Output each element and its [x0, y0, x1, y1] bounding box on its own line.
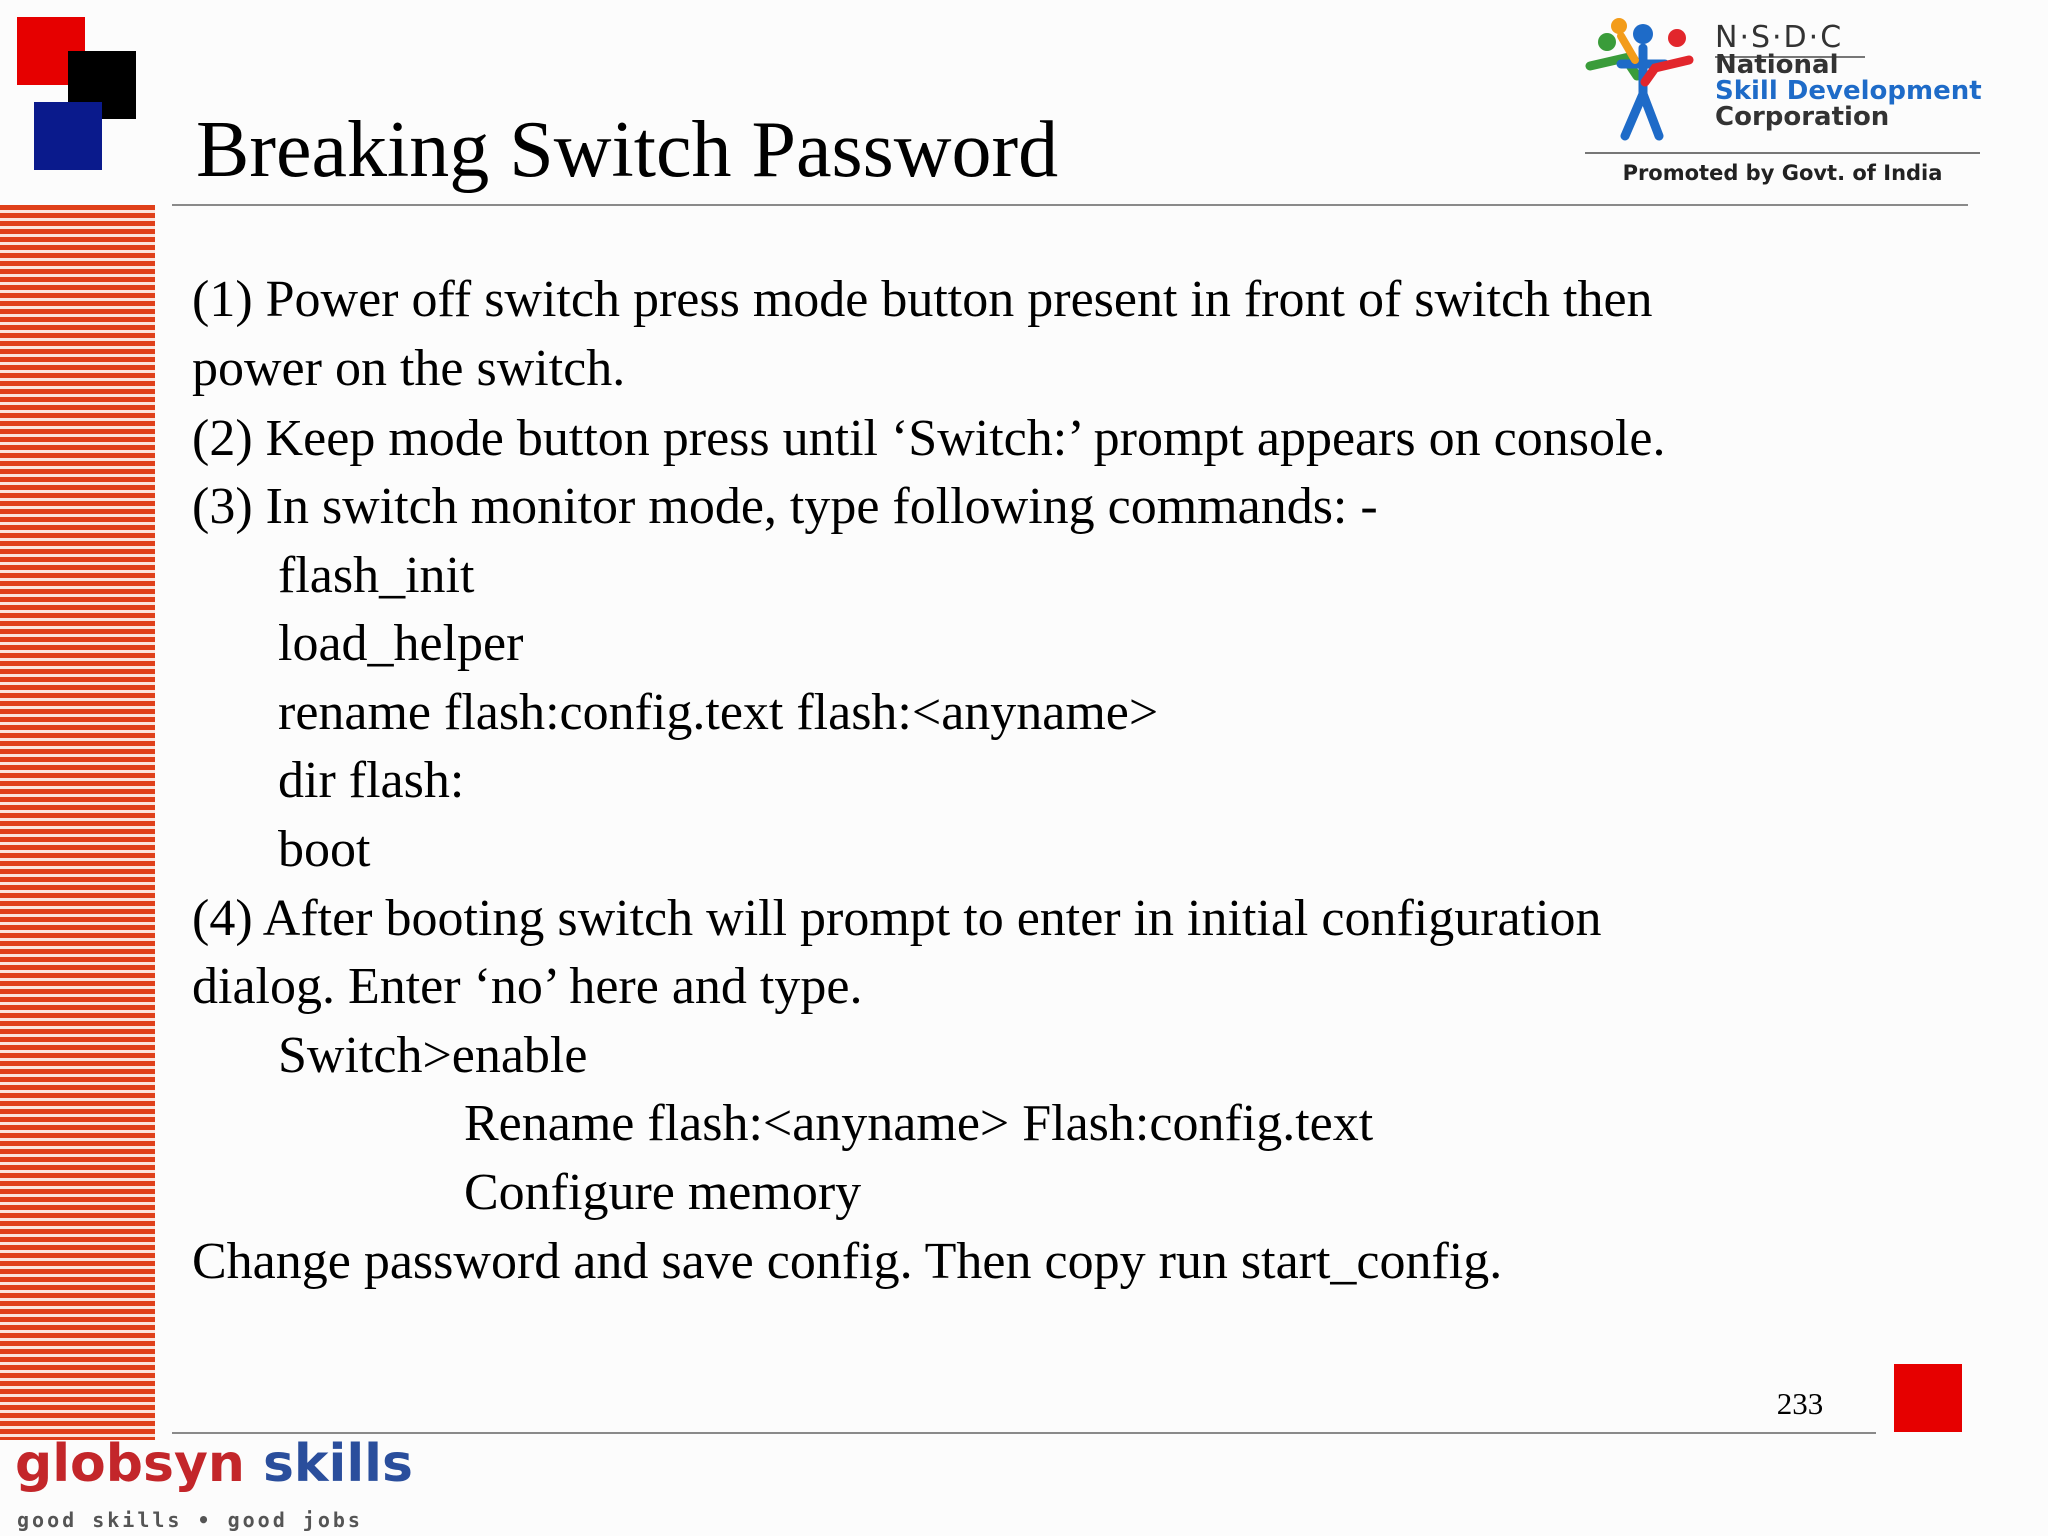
body-line: (3) In switch monitor mode, type following commands: -: [192, 478, 1378, 535]
command-line: load_helper: [278, 615, 524, 672]
command-line: Rename flash:<anyname> Flash:config.text: [464, 1095, 1374, 1152]
command-line: boot: [278, 821, 371, 878]
decor-corner-square: [1894, 1364, 1962, 1432]
nsdc-emblem-icon: [1585, 16, 1710, 146]
nsdc-logo: [1585, 10, 1980, 195]
body-line: (4) After booting switch will prompt to enter in initial configuration: [192, 890, 1602, 947]
body-line: dialog. Enter ‘no’ here and type.: [192, 958, 863, 1015]
command-line: Configure memory: [464, 1164, 862, 1221]
command-line: Switch>enable: [278, 1027, 588, 1084]
nsdc-tagline: Promoted by Govt. of India: [1622, 161, 1943, 185]
body-line: (1) Power off switch press mode button present in front of switch then: [192, 271, 1653, 328]
body-line: (2) Keep mode button press until ‘Switch:’ prompt appears on console.: [192, 410, 1666, 467]
nsdc-name-line-1: National: [1715, 50, 1839, 80]
globsyn-logo-word-1: globsyn: [15, 1434, 245, 1494]
command-line: flash_init: [278, 547, 475, 604]
nsdc-logo-divider: [1585, 152, 1980, 154]
nsdc-abbreviation: N·S·D·C: [1715, 20, 1844, 55]
globsyn-logo: [15, 1432, 413, 1496]
body-line: power on the switch.: [192, 340, 626, 397]
footer-divider: [172, 1432, 1876, 1434]
nsdc-name-line-2: Skill Development: [1715, 76, 1982, 106]
slide-title: Breaking Switch Password: [196, 106, 1059, 194]
body-line: Change password and save config. Then copy run start_config.: [192, 1233, 1503, 1290]
globsyn-tagline: good skills • good jobs: [17, 1508, 363, 1532]
page-number: 233: [1776, 1386, 1824, 1421]
nsdc-name-line-3: Corporation: [1715, 102, 1890, 132]
globsyn-logo-word-2: skills: [262, 1434, 413, 1494]
striped-side-bar: [0, 205, 155, 1440]
decor-blue-square: [34, 102, 102, 170]
command-line: rename flash:config.text flash:<anyname>: [278, 684, 1159, 741]
title-divider: [172, 204, 1968, 206]
command-line: dir flash:: [278, 752, 465, 809]
